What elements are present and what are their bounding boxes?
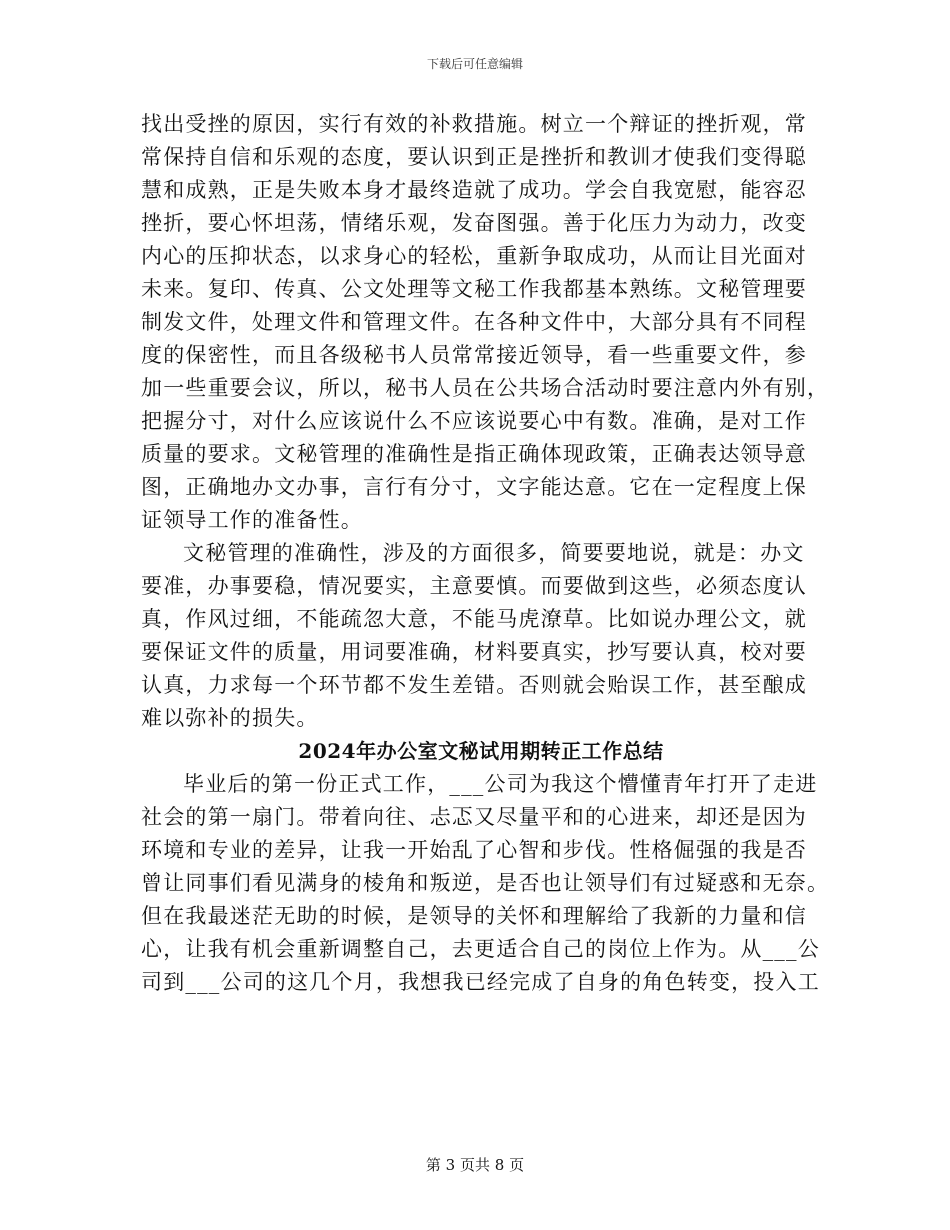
text-line: 度的保密性，而且各级秘书人员常常接近领导，看一些重要文件，参 bbox=[141, 343, 807, 367]
text-line: 常保持自信和乐观的态度，要认识到正是挫折和教训才使我们变得聪 bbox=[141, 145, 807, 169]
text-line: 找出受挫的原因，实行有效的补救措施。树立一个辩证的挫折观，常 bbox=[141, 112, 807, 136]
text-line: 图，正确地办文办事，言行有分寸，文字能达意。它在一定程度上保 bbox=[141, 475, 807, 499]
text-line: 难以弥补的损失。 bbox=[141, 706, 319, 730]
text-line: 但在我最迷茫无助的时候，是领导的关怀和理解给了我新的力量和信 bbox=[141, 904, 807, 928]
text-line: 质量的要求。文秘管理的准确性是指正确体现政策，正确表达领导意 bbox=[141, 442, 807, 466]
text-line: 真，作风过细，不能疏忽大意，不能马虎潦草。比如说办理公文，就 bbox=[141, 607, 807, 631]
paragraph-3 bbox=[141, 768, 830, 999]
page-footer: 第 3 页共 8 页 bbox=[425, 1156, 525, 1174]
paragraph-1 bbox=[141, 108, 830, 537]
text-line: 加一些重要会议，所以，秘书人员在公共场合活动时要注意内外有别， bbox=[141, 376, 830, 400]
document-body bbox=[141, 108, 830, 999]
text-line: 证领导工作的准备性。 bbox=[141, 508, 363, 532]
text-line: 制发文件，处理文件和管理文件。在各种文件中，大部分具有不同程 bbox=[141, 310, 807, 334]
text-line: 认真，力求每一个环节都不发生差错。否则就会贻误工作，甚至酿成 bbox=[141, 673, 807, 697]
paragraph-2 bbox=[141, 537, 811, 735]
text-line: 司到___公司的这几个月，我想我已经完成了自身的角色转变，投入工 bbox=[141, 970, 820, 994]
text-line: 要准，办事要稳，情况要实，主意要慎。而要做到这些，必须态度认 bbox=[141, 574, 807, 598]
page-header: 下载后可任意编辑 bbox=[426, 57, 523, 71]
text-line: 内心的压抑状态，以求身心的轻松，重新争取成功，从而让目光面对 bbox=[141, 244, 807, 268]
text-line: 社会的第一扇门。带着向往、忐忑又尽量平和的心进来，却还是因为 bbox=[141, 805, 807, 829]
text-line: 慧和成熟，正是失败本身才最终造就了成功。学会自我宽慰，能容忍 bbox=[141, 178, 807, 202]
text-line: 挫折，要心怀坦荡，情绪乐观，发奋图强。善于化压力为动力，改变 bbox=[141, 211, 807, 235]
text-line: 未来。复印、传真、公文处理等文秘工作我都基本熟练。文秘管理要 bbox=[141, 277, 807, 301]
text-line: 毕业后的第一份正式工作，___公司为我这个懵懂青年打开了走进 bbox=[183, 772, 818, 796]
text-line: 把握分寸，对什么应该说什么不应该说要心中有数。准确，是对工作 bbox=[141, 409, 807, 433]
text-line: 文秘管理的准确性，涉及的方面很多，简要要地说，就是：办文 bbox=[183, 541, 805, 565]
text-line: 曾让同事们看见满身的棱角和叛逆，是否也让领导们有过疑惑和无奈。 bbox=[141, 871, 830, 895]
text-line: 环境和专业的差异，让我一开始乱了心智和步伐。性格倔强的我是否 bbox=[141, 838, 807, 862]
text-line: 要保证文件的质量，用词要准确，材料要真实，抄写要认真，校对要 bbox=[141, 640, 807, 664]
section-title: 2024年办公室文秘试用期转正工作总结 bbox=[298, 739, 664, 763]
text-line: 心，让我有机会重新调整自己，去更适合自己的岗位上作为。从___公 bbox=[141, 937, 820, 961]
